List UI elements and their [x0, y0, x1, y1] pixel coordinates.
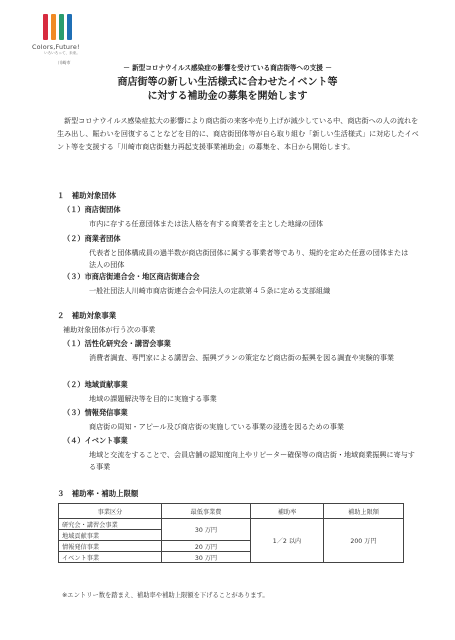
table-cell-category: 研究会・講習会事業	[59, 519, 162, 530]
table-cell-min-cost: 30 万円	[162, 552, 251, 563]
grant-table	[58, 503, 404, 563]
section2-item3-label: （３）情報発信事業	[63, 408, 128, 417]
section2-heading: ２ 補助対象事業	[57, 311, 117, 320]
table-cell-min-cost: 30 万円	[162, 519, 251, 541]
section2-item1-label: （１）活性化研究会・講習会事業	[63, 339, 171, 348]
logo-name: Colors,Future!	[32, 43, 80, 51]
section1-item2-desc: 代表者と団体構成員の過半数が商店街団体に属する事業者等であり、規約を定めた任意の団体または法人の団体	[89, 248, 409, 269]
table-cell-rate: 1／2 以内	[251, 519, 324, 563]
table-cell-category: 情報発信事業	[59, 541, 162, 552]
table-header: 最低事業費	[162, 504, 251, 519]
table-cell-min-cost: 20 万円	[162, 541, 251, 552]
logo-tagline: いろいろって、未来。	[44, 51, 80, 55]
table-header-row	[59, 504, 404, 519]
section2-item1-desc: 消費者調査、専門家による講習会、振興プランの策定など商店街の振興を図る調査や実験的事業	[89, 353, 395, 362]
section2-lead: 補助対象団体が行う次の事業	[63, 325, 156, 334]
section3-heading: ３ 補助率・補助上限額	[57, 489, 139, 498]
logo-city: 川崎市	[58, 60, 71, 65]
table-header: 補助率	[251, 504, 324, 519]
logo-bars	[43, 14, 102, 40]
table-cell-category: 地域貢献事業	[59, 530, 162, 541]
table-row	[59, 519, 404, 530]
title-line-1: 商店街等の新しい生活様式に合わせたイベント等	[117, 77, 338, 88]
table-cell-category: イベント事業	[59, 552, 162, 563]
section2-item4-label: （４）イベント事業	[63, 436, 128, 445]
logo-bar-red	[43, 14, 48, 40]
logo-bar-blue	[67, 14, 72, 40]
section1-item1-desc: 市内に存する任意団体または法人格を有する商業者を主とした地縁の団体	[89, 219, 324, 228]
table-header: 事業区分	[59, 504, 162, 519]
table-cell-cap: 200 万円	[324, 519, 404, 563]
city-logo	[32, 14, 102, 66]
intro-paragraph: 新型コロナウイルス感染症拡大の影響により商店街の来客や売り上げが減少している中、商店街への人の流れを生み出し、賑わいを回復することなどを目的に、商店街団体等が自ら取り組む「新しい生活様式」に対応したイベント等を支援する「川崎市商店街魅力再起支援事業補助金」の募集を、本日から開始します。	[57, 116, 419, 151]
section2-item3-desc: 商店街の周知・アピール及び商店街の実施している事業の浸透を図るための事業	[89, 422, 344, 431]
section1-item3-label: （３）市商店街連合会・地区商店街連合会	[63, 272, 200, 281]
table-header: 補助上限額	[324, 504, 404, 519]
subtitle: － 新型コロナウイルス感染症の影響を受けている商店街等への支援 －	[123, 64, 332, 72]
section2-item2-label: （２）地域貢献事業	[63, 380, 128, 389]
section2-item2-desc: 地域の課題解決等を目的に実施する事業	[89, 394, 217, 403]
title-line-2: に対する補助金の募集を開始します	[147, 91, 308, 102]
section1-item2-label: （２）商業者団体	[63, 234, 121, 243]
section1-heading: １ 補助対象団体	[57, 191, 117, 200]
logo-bar-green	[59, 14, 64, 40]
logo-bar-orange	[51, 14, 56, 40]
table-note: ※エントリー数を踏まえ、補助率や補助上限額を下げることがあります。	[62, 592, 269, 599]
section1-item3-desc: 一般社団法人川崎市商店街連合会や同法人の定款第４５条に定める支部組織	[89, 286, 331, 295]
section1-item1-label: （１）商店街団体	[63, 205, 121, 214]
section2-item4-desc: 地域と交流をすることで、会員店舗の認知度向上やリピーター確保等の商店街・地域商業振興に寄与する事業	[89, 450, 415, 471]
page-title	[0, 76, 455, 104]
